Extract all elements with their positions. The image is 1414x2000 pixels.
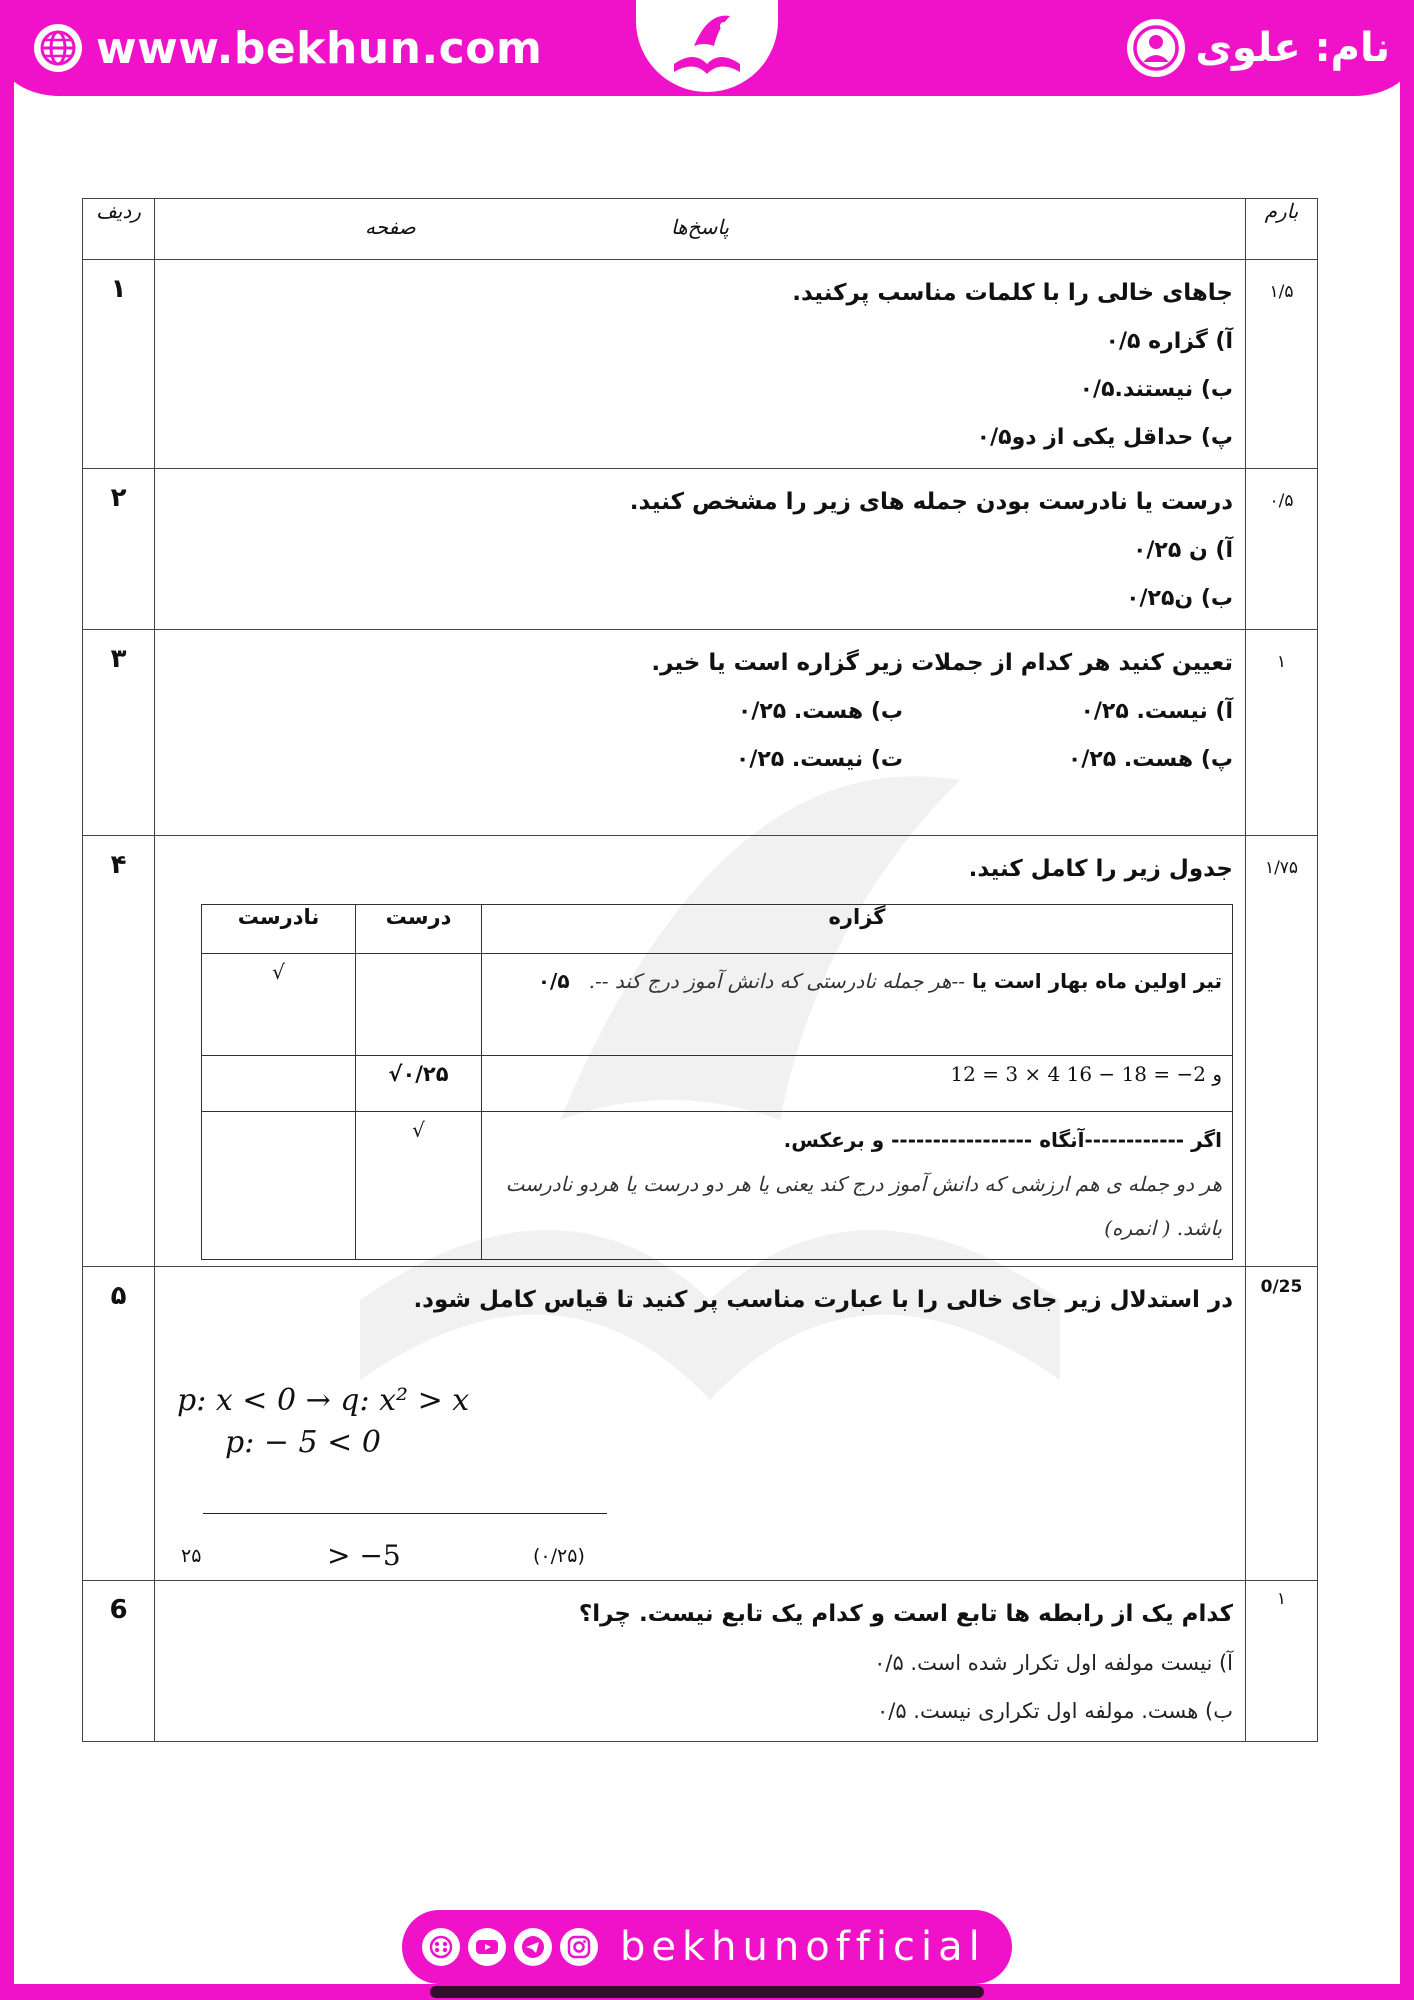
- question-row-3: [83, 630, 1318, 836]
- true-mark-2: ۰/۲۵√: [356, 1056, 482, 1112]
- statement-2: 12 = 3 × 4 و 2− = 18 − 16: [482, 1056, 1233, 1112]
- aparat-icon[interactable]: [422, 1928, 460, 1966]
- header-score: بارم: [1246, 199, 1318, 260]
- row-number-3: ۳: [83, 630, 155, 836]
- score-4: ۱/۷۵: [1246, 836, 1318, 1267]
- false-cell-2: [202, 1056, 356, 1112]
- social-bar: [402, 1910, 1012, 1984]
- statement-3-italic: هر دو جمله ی هم ارزشی که دانش آموز درج کند یعنی یا هر دو درست یا هردو نادرست باشد. ( انمره): [505, 1172, 1222, 1240]
- answer-b: ب) هست. ۰/۲۵: [737, 699, 903, 724]
- statement-1-bold: تیر اولین ماه بهار است یا: [964, 969, 1222, 993]
- header-page-label: صفحه: [365, 215, 416, 239]
- row-number-4: ۴: [83, 836, 155, 1267]
- answer-pair-row: [167, 688, 1233, 736]
- answer-4: [155, 836, 1246, 1267]
- statement-3-bold: اگر ------------آنگاه ----------------- و برعکس.: [783, 1128, 1222, 1152]
- answer-p: پ) هست. ۰/۲۵: [1067, 747, 1233, 772]
- answer-line: آ) ن ۰/۲۵: [1132, 538, 1233, 563]
- premise-1: p: x < 0 → q: x² > x: [177, 1383, 470, 1418]
- header-row: ردیف: [83, 199, 155, 260]
- premise-2: p: − 5 < 0: [225, 1425, 381, 1460]
- question-title-3: تعیین کنید هر کدام از جملات زیر گزاره است یا خیر.: [651, 650, 1233, 676]
- answer-t: ت) نیست. ۰/۲۵: [735, 747, 903, 772]
- brand-logo: [636, 0, 778, 92]
- score-2: ۰/۵: [1246, 469, 1318, 630]
- score-5: 0/25: [1246, 1267, 1318, 1581]
- answer-line: ب) نیستند.۰/۵: [1079, 377, 1233, 402]
- statement-3: [482, 1112, 1233, 1260]
- question-row-2: [83, 469, 1318, 630]
- header-answers-label: پاسخ‌ها: [671, 215, 729, 239]
- user-icon: [1127, 19, 1185, 77]
- answer-sheet: [82, 198, 1318, 1723]
- score-3: ۱: [1246, 630, 1318, 836]
- footer-shadow: [430, 1986, 984, 1998]
- question-title-5: در استدلال زیر جای خالی را با عبارت مناسب پر کنید تا قیاس کامل شود.: [413, 1287, 1233, 1313]
- social-handle[interactable]: bekhunofficial: [620, 1924, 986, 1970]
- header-answers: [155, 199, 1246, 260]
- site-link[interactable]: [34, 22, 542, 74]
- answer-5: [155, 1267, 1246, 1581]
- answer-a: آ) نیست. ۰/۲۵: [1080, 699, 1233, 724]
- score-1: ۱/۵: [1246, 260, 1318, 469]
- answer-line: ب) هست. مولفه اول تکراری نیست. ۰/۵: [876, 1699, 1233, 1723]
- statement-1: [482, 954, 1233, 1056]
- answer-line: آ) نیست مولفه اول تکرار شده است. ۰/۵: [874, 1651, 1233, 1675]
- answer-line: آ) گزاره ۰/۵: [1105, 329, 1233, 354]
- truth-row-3: [202, 1112, 1233, 1260]
- false-mark-1: √: [202, 954, 356, 1056]
- question-title-2: درست یا نادرست بودن جمله های زیر را مشخص کنید.: [629, 489, 1233, 515]
- answer-line: پ) حداقل یکی از دو۰/۵: [976, 425, 1233, 450]
- col-false: نادرست: [202, 905, 356, 954]
- student-name: [1127, 18, 1390, 78]
- book-logo-icon: [664, 6, 750, 86]
- name-label: نام: علوی: [1195, 25, 1390, 71]
- score-6: ۱: [1246, 1581, 1318, 1742]
- question-title-4: جدول زیر را کامل کنید.: [968, 856, 1233, 882]
- syllogism: [167, 1275, 1233, 1572]
- truth-row-2: [202, 1056, 1233, 1112]
- question-title-1: جاهای خالی را با کلمات مناسب پرکنید.: [792, 280, 1233, 306]
- question-row-5: [83, 1267, 1318, 1581]
- answers-table: [82, 198, 1318, 1742]
- statement-1-italic: --هر جمله نادرستی که دانش آموز درج کند --.: [588, 969, 965, 993]
- row-number-6: 6: [83, 1581, 155, 1742]
- false-cell-3: [202, 1112, 356, 1260]
- site-url[interactable]: www.bekhun.com: [96, 22, 543, 74]
- youtube-icon[interactable]: [468, 1928, 506, 1966]
- top-banner: [0, 0, 1414, 96]
- true-mark-3: √: [356, 1112, 482, 1260]
- answer-6: [155, 1581, 1246, 1742]
- col-true: درست: [356, 905, 482, 954]
- statement-1-score: ۰/۵: [537, 969, 570, 993]
- truth-table: [201, 904, 1233, 1260]
- row-number-1: ۱: [83, 260, 155, 469]
- conclusion-left: ۲۵: [181, 1545, 202, 1567]
- truth-table-header: [202, 905, 1233, 954]
- conclusion-rule: [203, 1513, 607, 1514]
- telegram-icon[interactable]: [514, 1928, 552, 1966]
- social-icons: [422, 1928, 598, 1966]
- table-header-row: [83, 199, 1318, 260]
- question-title-6: کدام یک از رابطه ها تابع است و کدام یک تابع نیست. چرا؟: [578, 1601, 1233, 1627]
- row-number-2: ۲: [83, 469, 155, 630]
- globe-icon: [34, 24, 82, 72]
- answer-1: [155, 260, 1246, 469]
- answer-3: [155, 630, 1246, 836]
- answer-pair-row: [167, 736, 1233, 784]
- true-cell-1: [356, 954, 482, 1056]
- answer-line: ب) ن۰/۲۵: [1126, 586, 1233, 611]
- question-row-6: [83, 1581, 1318, 1742]
- conclusion-score: (۰/۲۵): [533, 1545, 585, 1567]
- row-number-5: ۵: [83, 1267, 155, 1581]
- question-row-1: [83, 260, 1318, 469]
- answer-2: [155, 469, 1246, 630]
- truth-row-1: [202, 954, 1233, 1056]
- instagram-icon[interactable]: [560, 1928, 598, 1966]
- col-statement: گزاره: [482, 905, 1233, 954]
- question-row-4: [83, 836, 1318, 1267]
- conclusion-mid: > −5: [327, 1539, 401, 1572]
